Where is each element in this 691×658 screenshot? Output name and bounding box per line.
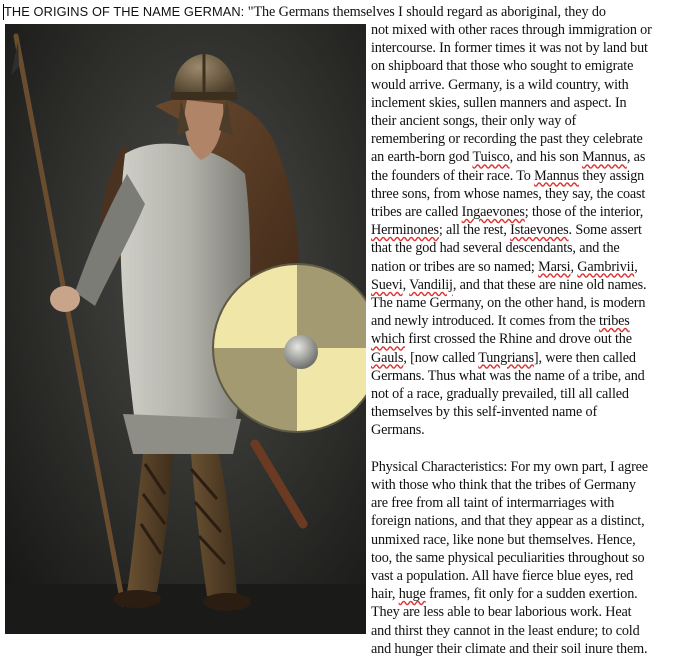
heading-lead-text: "The Germans themselves I should regard as aboriginal, they do (244, 4, 606, 20)
text-line: too, the same physical peculiarities throughout so (371, 549, 645, 566)
spelling-flag: Tungrians (478, 349, 534, 366)
text-line: Gauls, [now called Tungrians], were then called (371, 349, 636, 366)
heading-title: THE ORIGINS OF THE NAME GERMAN: (4, 4, 245, 19)
spelling-flag: Ingaevones (461, 204, 525, 221)
text-line: not mixed with other races through immigration or (371, 22, 652, 38)
text-line: inclement skies, sullen manners and aspect. In (371, 94, 627, 111)
text-line: and newly introduced. It comes from the tribes (371, 313, 630, 330)
text-line: on shipboard that those who sought to emigrate (371, 58, 634, 75)
spelling-flag: huge (398, 586, 426, 603)
text-line: an earth-born god Tuisco, and his son Mannus, as (371, 149, 646, 166)
spelling-flag: Istaevones (510, 222, 569, 239)
text-line: intercourse. In former times it was not by land but (371, 40, 648, 57)
text-line: and hunger their climate and their soil inure them. (371, 640, 648, 657)
spelling-flag: Vandilij (409, 276, 453, 293)
text-line: They are less able to bear laborious work. Heat (371, 604, 632, 621)
spelling-flag: Tuisco (472, 149, 510, 166)
spelling-flag: tribes (599, 313, 630, 330)
text-line: The name Germany, on the other hand, is modern (371, 295, 646, 312)
text-line: with those who think that the tribes of Germany (371, 477, 636, 494)
text-line: Germans. (371, 422, 425, 439)
spelling-flag: Marsi (538, 258, 571, 275)
heading-line (4, 3, 688, 21)
text-line: vast a population. All have fierce blue eyes, red (371, 568, 634, 585)
text-line: not of a race, gradually prevailed, till all called (371, 386, 629, 403)
text-line: the founders of their race. To Mannus they assign (371, 167, 645, 184)
paragraph-gap (371, 440, 689, 458)
spelling-flag: Mannus (534, 167, 579, 184)
text-line: Germans. Thus what was the name of a tribe, and (371, 367, 645, 384)
text-line: hair, huge frames, fit only for a sudden exertion. (371, 586, 638, 603)
spelling-flag: Gauls (371, 349, 404, 366)
text-line: remembering or recording the past they celebrate (371, 131, 643, 148)
paragraph-1 (371, 21, 689, 440)
spelling-flag: Gambrivii (577, 258, 635, 275)
spelling-flag: Herminones (371, 222, 439, 239)
warrior-illustration (5, 24, 366, 634)
text-line: Herminones; all the rest, Istaevones. Some assert (371, 222, 642, 239)
text-line: nation or tribes are so named; Marsi, Gambrivii, (371, 258, 638, 275)
text-line: are free from all taint of intermarriages with (371, 495, 615, 512)
text-line: Physical Characteristics: For my own part, I agree (371, 458, 648, 475)
spelling-flag: Mannus (582, 149, 627, 166)
spelling-flag: which (371, 331, 405, 348)
article-text-column (371, 21, 689, 658)
text-line: tribes are called Ingaevones; those of the interior, (371, 204, 644, 221)
text-line: that the god had several descendants, and the (371, 240, 620, 257)
text-line: which first crossed the Rhine and drove out the (371, 331, 632, 348)
text-line: Suevi, Vandilij, and that these are nine old names. (371, 276, 647, 293)
text-line: foreign nations, and that they appear as a distinct, (371, 513, 645, 530)
text-line: would arrive. Germany, is a wild country, with (371, 76, 629, 93)
text-line: their ancient songs, their only way of (371, 113, 577, 130)
text-line: three sons, from whose names, they say, the coast (371, 185, 646, 202)
text-line: unmixed race, like none but themselves. Hence, (371, 531, 636, 548)
text-line: themselves by this self-invented name of (371, 404, 598, 421)
text-line: and thirst they cannot in the least endure; to cold (371, 622, 640, 639)
spelling-flag: Suevi (371, 276, 403, 293)
paragraph-2 (371, 458, 689, 658)
